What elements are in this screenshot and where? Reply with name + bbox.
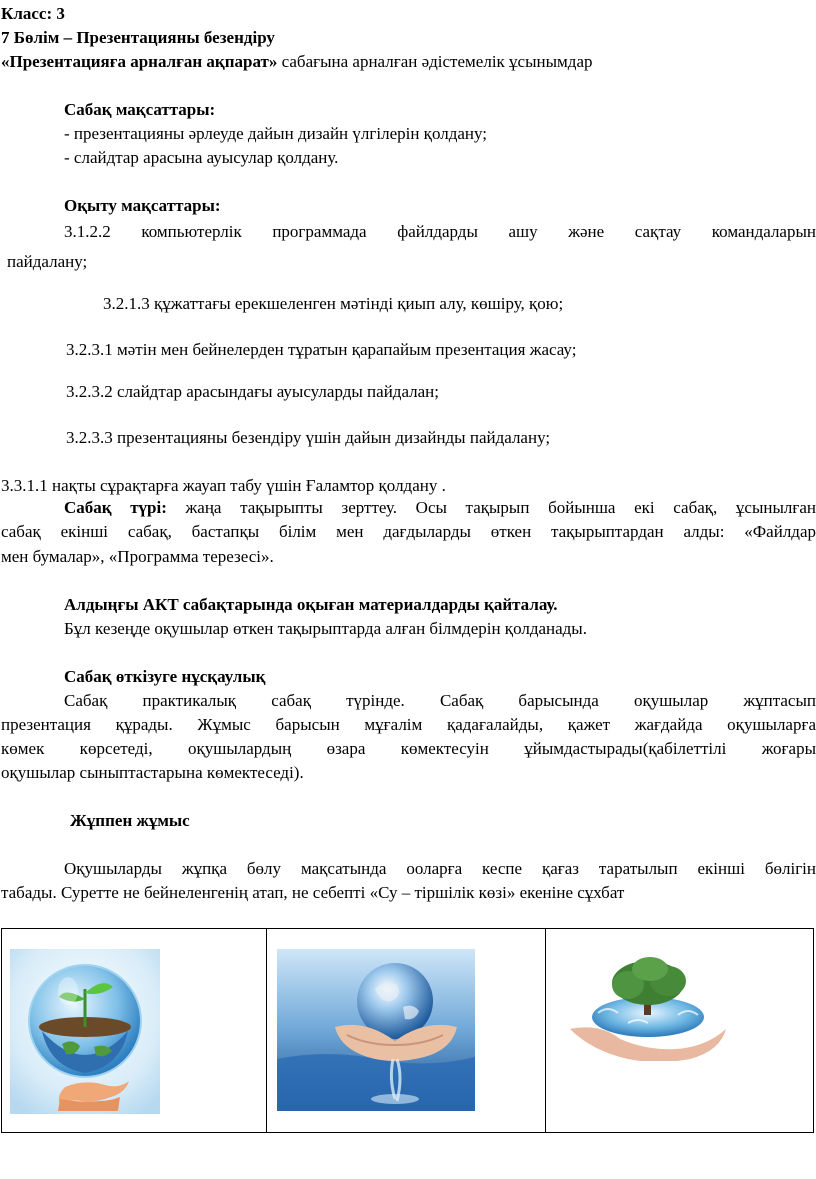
learning-goal-item-cont: пайдалану; (7, 252, 88, 271)
lesson-type-line: сабақ екінші сабақ, бастапқы білім мен дағдыларды өткен тақырыптардан алды: «Файлдар (1, 522, 816, 541)
lesson-goal-item: - слайдтар арасына ауысулар қолдану. (64, 148, 339, 167)
learning-goal-item: 3.2.3.3 презентацияны безендіру үшін дайын дизайнды пайдалану; (66, 428, 551, 447)
pair-work-line: табады. Суретте не бейнеленгенің атап, не себепті «Су – тіршілік көзі» екеніне сұхбат (1, 883, 625, 902)
pair-work-heading: Жұппен жұмыс (70, 811, 190, 830)
lesson-goals-heading: Сабақ мақсаттары: (64, 100, 216, 119)
hands-tree-water-image (558, 951, 738, 1061)
image-cell (546, 929, 814, 1133)
lesson-type-line (64, 497, 816, 519)
instructions-heading: Сабақ өткізуге нұсқаулық (64, 667, 266, 686)
learning-goal-item: 3.2.1.3 құжаттағы ерекшеленген мәтінді қиып алу, көшіру, қою; (103, 294, 564, 313)
lesson-goal-item: - презентацияны әрлеуде дайын дизайн үлгілерін қолдану; (64, 124, 487, 143)
lesson-type-line: мен бумалар», «Программа терезесі». (1, 547, 274, 566)
lesson-type-label: Сабақ түрі: (64, 498, 167, 517)
pair-work-line: Оқушыларды жұпқа бөлу мақсатында ооларға кеспе қағаз таратылып екінші бөлігін (64, 859, 816, 878)
lesson-title-rest: сабағына арналған әдістемелік ұсынымдар (277, 52, 593, 71)
learning-goal-item: 3.2.3.2 слайдтар арасындағы ауысуларды пайдалан; (66, 382, 439, 401)
class-label: Класс: 3 (1, 4, 65, 23)
image-cell (2, 929, 267, 1133)
instructions-line: презентация құрады. Жұмыс барысын мұғалім қадағалайды, қажет жағдайда оқушыларға (1, 715, 816, 734)
learning-goals-heading: Оқыту мақсаттары: (64, 196, 221, 215)
image-cell (267, 929, 546, 1133)
learning-goal-item: 3.1.2.2 компьютерлік программада файлдарды ашу және сақтау командаларын (64, 222, 816, 241)
review-heading: Алдыңғы АКТ сабақтарында оқыған материалдарды қайталау. (64, 595, 558, 614)
lesson-title (1, 51, 593, 73)
learning-goal-item: 3.2.3.1 мәтін мен бейнелерден тұратын қарапайым презентация жасау; (66, 340, 577, 359)
review-text: Бұл кезеңде оқушылар өткен тақырыптарда алған білмдерін қолданады. (64, 619, 587, 638)
hands-water-globe-image (277, 949, 475, 1111)
instructions-line: көмек көрсетеді, оқушылардың өзара көмектесуін ұйымдастырады(қабілеттілі жоғары (1, 739, 816, 758)
lesson-title-bold: «Презентацияға арналған ақпарат» (1, 52, 278, 71)
lesson-type-text: жаңа тақырыпты зерттеу. Осы тақырып бойынша екі сабақ, ұсынылған (166, 498, 816, 517)
instructions-line: Сабақ практикалық сабақ түрінде. Сабақ барысында оқушылар жұптасып (64, 691, 816, 710)
instructions-line: оқушылар сыныптастарына көмектеседі). (1, 763, 304, 782)
section-title: 7 Бөлім – Презентацияны безендіру (1, 28, 275, 47)
image-table (1, 928, 814, 1133)
learning-goal-item: 3.3.1.1 нақты сұрақтарға жауап табу үшін Ғаламтор қолдану . (1, 476, 446, 495)
globe-sprout-hand-image (10, 949, 160, 1114)
